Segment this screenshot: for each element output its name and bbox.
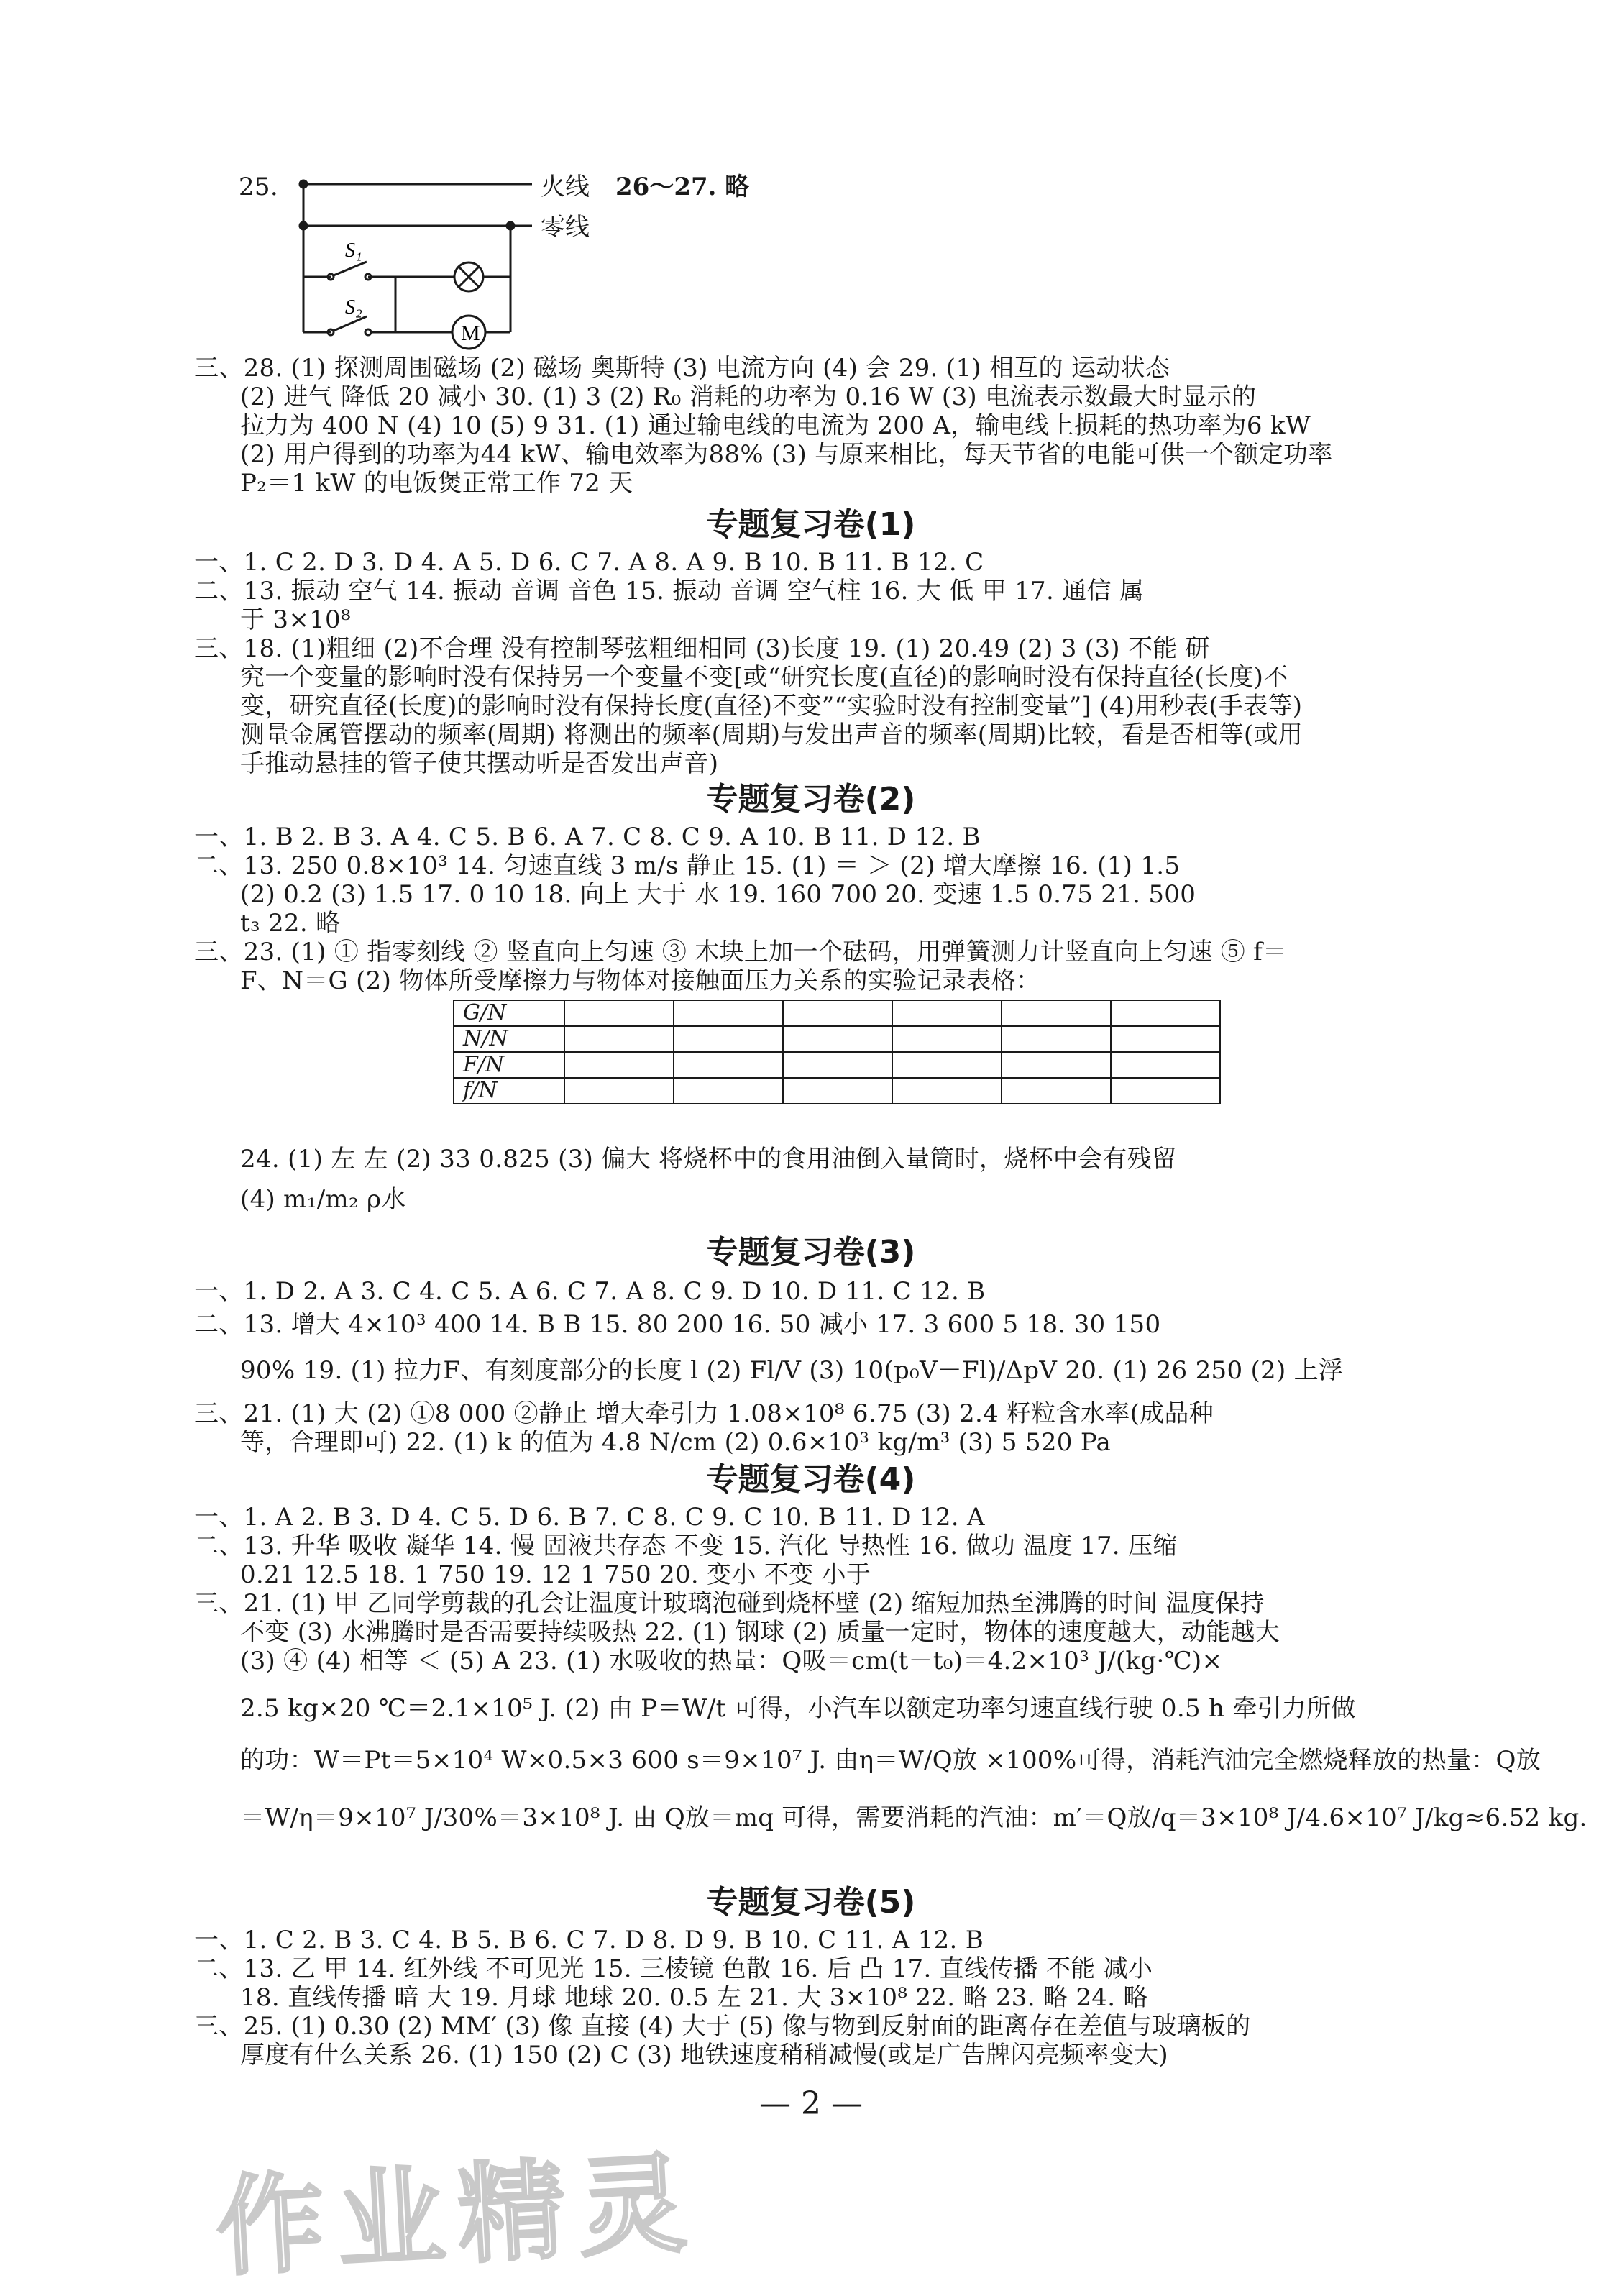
text-line: 三、21. (1) 大 (2) ①8 000 ②静止 增大牵引力 1.08×10⁸ 6.75 (3) 2.4 籽粒含水率(成品种: [194, 1399, 1214, 1428]
section-title-3: 专题复习卷(3): [706, 1234, 916, 1271]
text-line: 二、13. 升华 吸收 凝华 14. 慢 固液共存态 不变 15. 汽化 导热性 16. 做功 温度 17. 压缩: [194, 1532, 1178, 1560]
text-line: 三、23. (1) ① 指零刻线 ② 竖直向上匀速 ③ 木块上加一个砝码，用弹簧测力计竖直向上匀速 ⑤ f＝: [194, 938, 1288, 966]
text-line: 一、1. D 2. A 3. C 4. C 5. A 6. C 7. A 8. C 9. D 10. D 11. C 12. B: [194, 1277, 986, 1306]
switch-s2: [334, 316, 367, 331]
text-line: 24. (1) 左 左 (2) 33 0.825 (3) 偏大 将烧杯中的食用油倒入量筒时，烧杯中会有残留: [240, 1145, 1177, 1174]
text-line: 一、1. B 2. B 3. A 4. C 5. B 6. A 7. C 8. C 9. A 10. B 11. D 12. B: [194, 823, 981, 851]
page-number: — 2 —: [759, 2085, 863, 2122]
text-line: 三、25. (1) 0.30 (2) MM′ (3) 像 直接 (4) 大于 (5) 像与物到反射面的距离存在差值与玻璃板的: [194, 2012, 1251, 2041]
text-line: 2.5 kg×20 ℃＝2.1×10⁵ J. (2) 由 P＝W/t 可得，小汽车以额定功率匀速直线行驶 0.5 h 牵引力所做: [240, 1694, 1356, 1723]
circuit-question-number: 25.: [239, 173, 278, 201]
table-row-header: f/N: [454, 1078, 564, 1104]
text-line: (2) 用户得到的功率为44 kW、输电效率为88% (3) 与原来相比，每天节省的电能可供一个额定功率: [240, 440, 1333, 469]
text-line: 拉力为 400 N (4) 10 (5) 9 31. (1) 通过输电线的电流为 200 A，输电线上损耗的热功率为6 kW: [240, 411, 1311, 440]
table-row: [454, 1078, 1220, 1104]
text-line: 测量金属管摆动的频率(周期) 将测出的频率(周期)与发出声音的频率(周期)比较，看是否相等(或用: [240, 721, 1303, 749]
fire-wire-label: 火线: [541, 173, 590, 201]
text-line: 18. 直线传播 暗 大 19. 月球 地球 20. 0.5 左 21. 大 3×10⁸ 22. 略 23. 略 24. 略: [240, 1983, 1148, 2012]
text-line: 厚度有什么关系 26. (1) 150 (2) C (3) 地铁速度稍稍减慢(或是广告牌闪亮频率变大): [240, 2041, 1168, 2069]
text-line: t₃ 22. 略: [240, 909, 341, 938]
text-line: 一、1. C 2. B 3. C 4. B 5. B 6. C 7. D 8. D 9. B 10. C 11. A 12. B: [194, 1926, 984, 1954]
s2-label: S₂: [345, 296, 362, 319]
section-title-5: 专题复习卷(5): [706, 1884, 916, 1921]
text-line: 不变 (3) 水沸腾时是否需要持续吸热 22. (1) 钢球 (2) 质量一定时，物体的速度越大，动能越大: [240, 1618, 1280, 1647]
table-row: [454, 1026, 1220, 1052]
table-row-header: N/N: [454, 1026, 564, 1052]
text-line: 二、13. 增大 4×10³ 400 14. B B 15. 80 200 16. 50 减小 17. 3 600 5 18. 30 150: [194, 1310, 1161, 1339]
text-line: 二、13. 振动 空气 14. 振动 音调 音色 15. 振动 音调 空气柱 16. 大 低 甲 17. 通信 属: [194, 577, 1145, 605]
text-line: ＝W/η＝9×10⁷ J/30%＝3×10⁸ J. 由 Q放＝mq 可得，需要消耗的汽油：m′＝Q放/q＝3×10⁸ J/4.6×10⁷ J/kg≈6.52 kg.: [240, 1803, 1587, 1832]
zero-wire-label: 零线: [541, 213, 590, 242]
q26-27-answer: 26～27. 略: [615, 173, 750, 201]
text-line: 于 3×10⁸: [240, 605, 351, 634]
text-line: F、N＝G (2) 物体所受摩擦力与物体对接触面压力关系的实验记录表格：: [240, 966, 1041, 995]
watermark-logo: 作业精灵: [213, 2141, 702, 2292]
text-line: (2) 进气 降低 20 减小 30. (1) 3 (2) R₀ 消耗的功率为 0.16 W (3) 电流表示数最大时显示的: [240, 383, 1257, 411]
text-line: 的功：W＝Pt＝5×10⁴ W×0.5×3 600 s＝9×10⁷ J. 由η＝W/Q放 ×100%可得，消耗汽油完全燃烧释放的热量：Q放: [240, 1746, 1541, 1775]
text-line: 二、13. 乙 甲 14. 红外线 不可见光 15. 三棱镜 色散 16. 后 凸 17. 直线传播 不能 减小: [194, 1954, 1153, 1983]
text-line: 究一个变量的影响时没有保持另一个变量不变[或“研究长度(直径)的影响时没有保持直径(长度)不: [240, 663, 1288, 692]
text-line: 三、21. (1) 甲 乙同学剪裁的孔会让温度计玻璃泡碰到烧杯壁 (2) 缩短加热至沸腾的时间 温度保持: [194, 1589, 1265, 1618]
text-line: (2) 0.2 (3) 1.5 17. 0 10 18. 向上 大于 水 19. 160 700 20. 变速 1.5 0.75 21. 500: [240, 880, 1196, 909]
text-line: P₂＝1 kW 的电饭煲正常工作 72 天: [240, 469, 633, 498]
circuit-diagram: [288, 165, 546, 352]
table-row: [454, 1000, 1220, 1026]
section-title-2: 专题复习卷(2): [706, 781, 916, 818]
table-row-header: F/N: [454, 1052, 564, 1078]
text-line: 手推动悬挂的管子使其摆动听是否发出声音): [240, 749, 719, 778]
s1-label: S₁: [345, 239, 362, 262]
text-line: (3) ④ (4) 相等 ＜ (5) A 23. (1) 水吸收的热量：Q吸＝cm(t－t₀)＝4.2×10³ J/(kg·℃)×: [240, 1647, 1223, 1675]
section-title-1: 专题复习卷(1): [706, 506, 916, 543]
table-row: [454, 1052, 1220, 1078]
switch-s1: [334, 262, 367, 275]
text-line: 等，合理即可) 22. (1) k 的值为 4.8 N/cm (2) 0.6×10³ kg/m³ (3) 5 520 Pa: [240, 1428, 1112, 1457]
text-line: 90% 19. (1) 拉力F、有刻度部分的长度 l (2) Fl/V (3) 10(p₀V－Fl)/ΔpV 20. (1) 26 250 (2) 上浮: [240, 1356, 1344, 1385]
text-line: 二、13. 250 0.8×10³ 14. 匀速直线 3 m/s 静止 15. (1) ＝ ＞ (2) 增大摩擦 16. (1) 1.5: [194, 851, 1181, 880]
text-line: 三、28. (1) 探测周围磁场 (2) 磁场 奥斯特 (3) 电流方向 (4) 会 29. (1) 相互的 运动状态: [194, 354, 1170, 383]
text-line: 三、18. (1)粗细 (2)不合理 没有控制琴弦粗细相同 (3)长度 19. (1) 20.49 (2) 3 (3) 不能 研: [194, 634, 1210, 663]
text-line: 变，研究直径(长度)的影响时没有保持长度(直径)不变”“实验时没有控制变量”] (4)用秒表(手表等): [240, 692, 1303, 721]
text-line: 一、1. A 2. B 3. D 4. C 5. D 6. B 7. C 8. C 9. C 10. B 11. D 12. A: [194, 1503, 985, 1532]
text-line: (4) m₁/m₂ ρ水: [240, 1185, 406, 1214]
motor-label: M: [461, 321, 480, 345]
table-row-header: G/N: [454, 1000, 564, 1026]
text-line: 0.21 12.5 18. 1 750 19. 12 1 750 20. 变小 不变 小于: [240, 1560, 871, 1589]
record-table: [453, 1000, 1221, 1104]
text-line: 一、1. C 2. D 3. D 4. A 5. D 6. C 7. A 8. A 9. B 10. B 11. B 12. C: [194, 548, 984, 577]
section-title-4: 专题复习卷(4): [706, 1461, 916, 1498]
